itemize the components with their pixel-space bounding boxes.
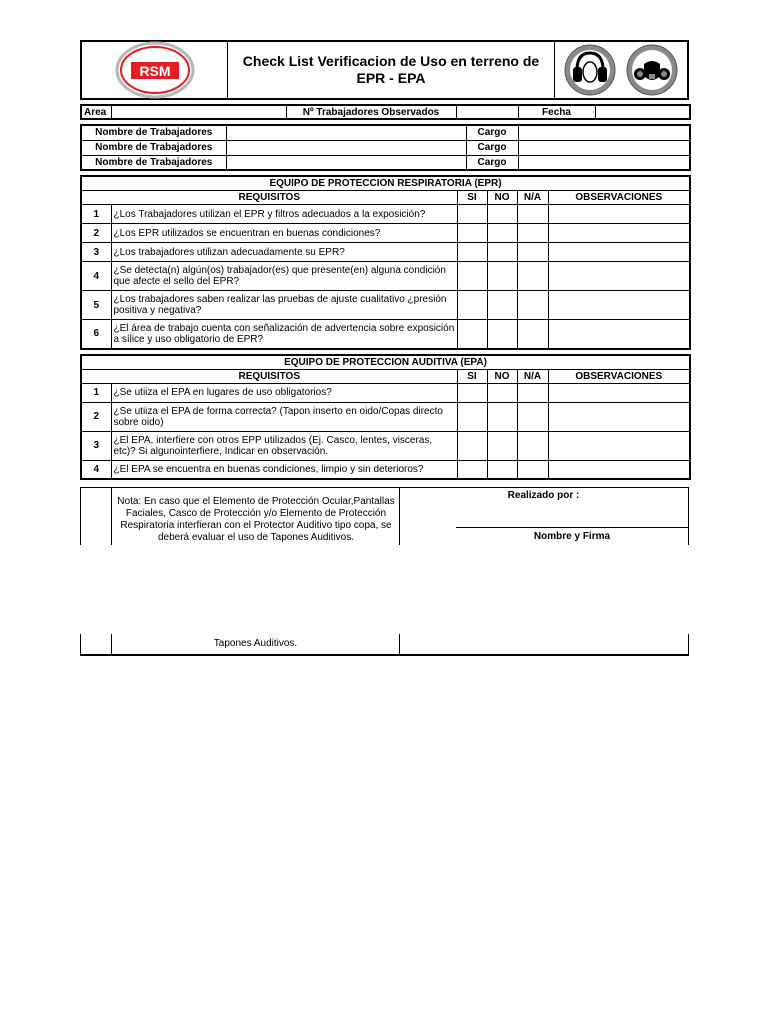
worker-name-field[interactable]: [226, 155, 466, 170]
item-number: 4: [81, 262, 111, 291]
no-checkbox[interactable]: [487, 291, 517, 320]
footer-top: [80, 487, 689, 545]
na-checkbox[interactable]: [517, 320, 548, 349]
item-number: 5: [81, 291, 111, 320]
cargo-field[interactable]: [518, 125, 690, 140]
epr-section-title: EQUIPO DE PROTECCION RESPIRATORIA (EPR): [81, 176, 690, 191]
na-checkbox[interactable]: [517, 291, 548, 320]
ppe-icons: [555, 42, 687, 98]
na-checkbox[interactable]: [517, 460, 548, 479]
requisitos-header: REQUISITOS: [81, 369, 457, 383]
requirement-text: ¿El EPA, interfiere con otros EPP utilizados (Ej. Casco, lentes, visceras, etc)? Si algunointerfiere, Indicar en observación.: [111, 431, 457, 460]
na-checkbox[interactable]: [517, 243, 548, 262]
date-field[interactable]: [595, 105, 690, 119]
no-checkbox[interactable]: [487, 431, 517, 460]
worker-name-label: Nombre de Trabajadores: [81, 140, 226, 155]
si-header: SI: [457, 369, 487, 383]
observation-field[interactable]: [548, 383, 690, 402]
observation-field[interactable]: [548, 460, 690, 479]
cargo-label: Cargo: [466, 125, 518, 140]
na-header: N/A: [517, 369, 548, 383]
observation-field[interactable]: [548, 320, 690, 349]
cargo-field[interactable]: [518, 140, 690, 155]
no-checkbox[interactable]: [487, 320, 517, 349]
workers-observed-label: Nº Trabajadores Observados: [286, 105, 456, 119]
observation-field[interactable]: [548, 431, 690, 460]
requirement-text: ¿Se utiiza el EPA de forma correcta? (Tapon inserto en oido/Copas directo sobre oido): [111, 402, 457, 431]
respirator-mask-icon: [626, 44, 678, 96]
si-checkbox[interactable]: [457, 224, 487, 243]
workers-table: [80, 124, 691, 171]
si-header: SI: [457, 191, 487, 205]
no-header: NO: [487, 191, 517, 205]
area-field[interactable]: [111, 105, 286, 119]
no-header: NO: [487, 369, 517, 383]
cargo-label: Cargo: [466, 140, 518, 155]
no-checkbox[interactable]: [487, 224, 517, 243]
requirement-text: ¿Los trabajadores saben realizar las pruebas de ajuste cualitativo ¿presión positiva y negativa?: [111, 291, 457, 320]
cargo-field[interactable]: [518, 155, 690, 170]
item-number: 1: [81, 383, 111, 402]
divider: [111, 488, 112, 545]
observation-field[interactable]: [548, 205, 690, 224]
no-checkbox[interactable]: [487, 205, 517, 224]
na-checkbox[interactable]: [517, 402, 548, 431]
requirement-text: ¿El área de trabajo cuenta con señalización de advertencia sobre exposición a sílice y uso obligatorio de EPR?: [111, 320, 457, 349]
si-checkbox[interactable]: [457, 431, 487, 460]
item-number: 6: [81, 320, 111, 349]
observation-field[interactable]: [548, 243, 690, 262]
observation-field[interactable]: [548, 402, 690, 431]
firma-label: Nombre y Firma: [533, 531, 611, 542]
si-checkbox[interactable]: [457, 262, 487, 291]
si-checkbox[interactable]: [457, 205, 487, 224]
na-checkbox[interactable]: [517, 205, 548, 224]
requirement-text: ¿El EPA se encuentra en buenas condiciones, limpio y sin deterioros?: [111, 460, 457, 479]
realizado-label: Realizado por :: [507, 490, 580, 501]
rsm-logo: [115, 41, 195, 99]
requisitos-header: REQUISITOS: [81, 191, 457, 205]
worker-name-label: Nombre de Trabajadores: [81, 125, 226, 140]
item-number: 2: [81, 224, 111, 243]
workers-observed-field[interactable]: [456, 105, 518, 119]
form-footer: [80, 487, 689, 656]
worker-name-label: Nombre de Trabajadores: [81, 155, 226, 170]
na-checkbox[interactable]: [517, 383, 548, 402]
observation-field[interactable]: [548, 262, 690, 291]
no-checkbox[interactable]: [487, 402, 517, 431]
checklist-sheet: [80, 40, 689, 649]
item-number: 1: [81, 205, 111, 224]
item-number: 4: [81, 460, 111, 479]
si-checkbox[interactable]: [457, 243, 487, 262]
ear-muffs-icon: [564, 44, 616, 96]
epa-section-title: EQUIPO DE PROTECCION AUDITIVA (EPA): [81, 355, 690, 370]
worker-name-field[interactable]: [226, 140, 466, 155]
logo-text: RSM: [138, 63, 171, 79]
form-header: [80, 40, 689, 100]
cargo-label: Cargo: [466, 155, 518, 170]
footer-bottom: [80, 634, 689, 656]
area-label: Area: [81, 105, 111, 119]
signature-line[interactable]: [456, 527, 688, 528]
item-number: 3: [81, 431, 111, 460]
epa-table: [80, 354, 691, 481]
observaciones-header: OBSERVACIONES: [548, 369, 690, 383]
na-checkbox[interactable]: [517, 262, 548, 291]
requirement-text: ¿Los EPR utilizados se encuentran en buenas condiciones?: [111, 224, 457, 243]
na-header: N/A: [517, 191, 548, 205]
item-number: 3: [81, 243, 111, 262]
si-checkbox[interactable]: [457, 291, 487, 320]
requirement-text: ¿Se detecta(n) algún(os) trabajador(es) que presente(en) alguna condición que afecte el sello del EPR?: [111, 262, 457, 291]
no-checkbox[interactable]: [487, 243, 517, 262]
form-title: Check List Verificacion de Uso en terreno de EPR - EPA: [228, 42, 555, 98]
si-checkbox[interactable]: [457, 320, 487, 349]
si-checkbox[interactable]: [457, 383, 487, 402]
divider: [399, 634, 400, 654]
note-text: Nota: En caso que el Elemento de Protección Ocular,Pantallas Faciales, Casco de Protección y/o Elemento de Protección Respiratoria interfieran con el Protector Auditivo tipo copa, se deberá evaluar el uso de Tapones Auditivos.: [117, 496, 395, 543]
info-table: [80, 104, 691, 120]
si-checkbox[interactable]: [457, 402, 487, 431]
item-number: 2: [81, 402, 111, 431]
observation-field[interactable]: [548, 291, 690, 320]
requirement-text: ¿Los Trabajadores utilizan el EPR y filtros adecuados a la exposición?: [111, 205, 457, 224]
note-continuation: Tapones Auditivos.: [213, 638, 298, 649]
no-checkbox[interactable]: [487, 262, 517, 291]
epr-table: [80, 175, 691, 350]
worker-name-field[interactable]: [226, 125, 466, 140]
na-checkbox[interactable]: [517, 224, 548, 243]
date-label: Fecha: [518, 105, 595, 119]
si-checkbox[interactable]: [457, 460, 487, 479]
logo-cell: [82, 42, 228, 98]
requirement-text: ¿Se utiiza el EPA en lugares de uso obligatorios?: [111, 383, 457, 402]
na-checkbox[interactable]: [517, 431, 548, 460]
requirement-text: ¿Los trabajadores utilizan adecuadamente su EPR?: [111, 243, 457, 262]
no-checkbox[interactable]: [487, 383, 517, 402]
no-checkbox[interactable]: [487, 460, 517, 479]
observaciones-header: OBSERVACIONES: [548, 191, 690, 205]
observation-field[interactable]: [548, 224, 690, 243]
